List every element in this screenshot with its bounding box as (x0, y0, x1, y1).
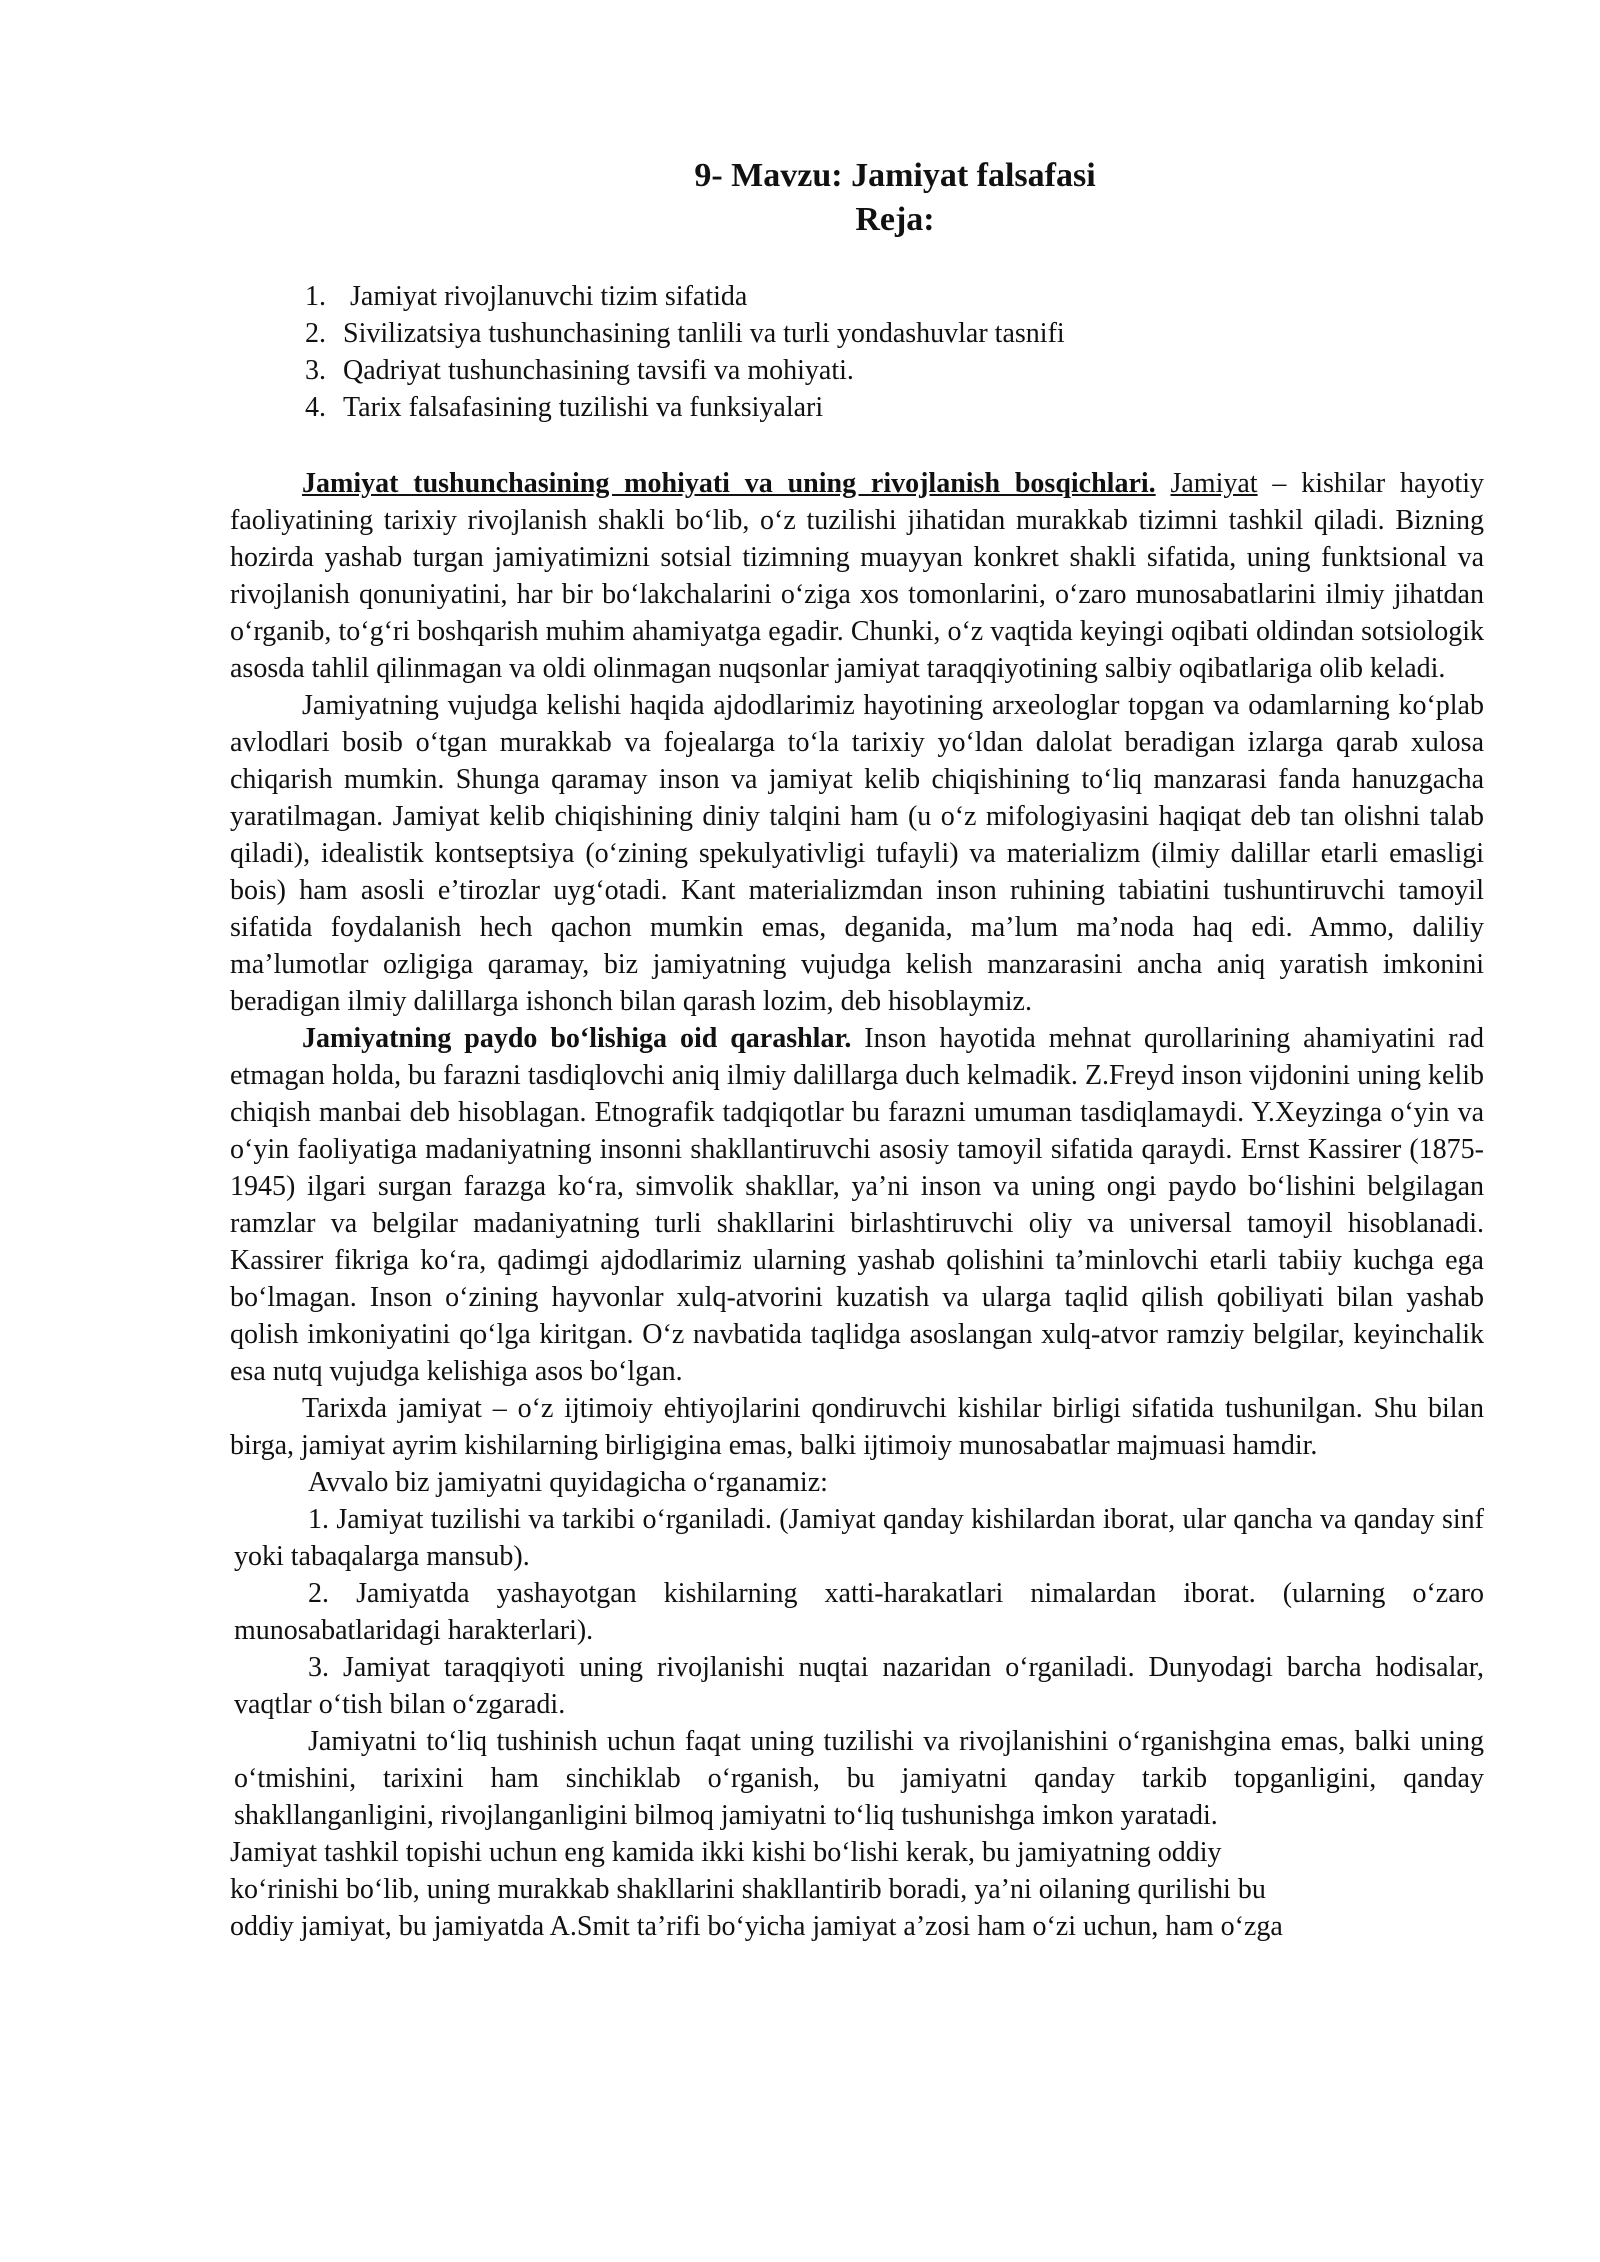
plan-item-text: Tarix falsafasining tuzilishi va funksiyalari (343, 392, 824, 423)
plan-item (305, 352, 1065, 389)
plan-item-number: 2. (305, 318, 326, 349)
plan-item (305, 278, 1065, 315)
paragraph-text: Inson hayotida mehnat qurollarining ahamiyatini rad etmagan holda, bu farazni tasdiqlovchi aniq ilmiy dalillarga duch kelmadik. Z.Freyd inson vijdonini uning kelib chiqish manbai deb hisoblagan. Etnografik tadqiqotlar bu farazni umuman tasdiqlamaydi. Y.Xeyzinga o‘yin va o‘yin faoliyatiga madaniyatning insonni shakllantiruvchi asosiy tamoyil sifatida qaraydi. Ernst Kassirer (1875-1945) ilgari surgan farazga ko‘ra, simvolik shakllar, ya’ni inson va uning ongi paydo bo‘lishini belgilagan ramzlar va belgilar madaniyatning turli shakllarini birlashtiruvchi oliy va universal tamoyil hisoblanadi. Kassirer fikriga ko‘ra, qadimgi ajdodlarimiz ularning yashab qolishini ta’minlovchi etarli tabiiy kuchga ega bo‘lmagan. Inson o‘zining hayvonlar xulq-atvorini kuzatish va ularga taqlid qilish qobiliyati bilan yashab qolish imkoniyatini qo‘lga kiritgan. O‘z navbatida taqlidga asoslangan xulq-atvor ramziy belgilar, keyinchalik esa nutq vujudga kelishiga asos bo‘lgan. (230, 1023, 1484, 1387)
section-heading: Jamiyatning paydo bo‘lishiga oid qarashlar. (302, 1023, 852, 1054)
study-item: 3. Jamiyat taraqqiyoti uning rivojlanishi nuqtai nazaridan o‘rganiladi. Dunyodagi barcha hodisalar, vaqtlar o‘tish bilan o‘zgaradi. (234, 1652, 1484, 1720)
body-text (230, 465, 1484, 1945)
plan-item-number: 1. (305, 281, 326, 312)
paragraph-text: – kishilar hayotiy faoliyatining tarixiy rivojlanish shakli bo‘lib, o‘z tuzilishi jihatidan murakkab tizimni tashkil qiladi. Bizning hozirda yashab turgan jamiyatimizni sotsial tizimning muayyan konkret shakli sifatida, uning funktsional va rivojlanish qonuniyatini, har bir bo‘lakchalarini o‘ziga xos tomonlarini, o‘zaro munosabatlarini ilmiy jihatdan o‘rganib, to‘g‘ri boshqarish muhim ahamiyatga egadir. Chunki, o‘z vaqtida keyingi oqibati oldindan sotsiologik asosda tahlil qilinmagan va oldi olinmagan nuqsonlar jamiyat taraqqiyotining salbiy oqibatlariga olib keladi. (230, 468, 1485, 684)
paragraph-history: Tarixda jamiyat – o‘z ijtimoiy ehtiyojlarini qondiruvchi kishilar birligi sifatida tushunilgan. Shu bilan birga, jamiyat ayrim kishilarning birligigina emas, balki ijtimoiy munosabatlar majmuasi hamdir. (230, 1393, 1484, 1461)
plan-item-number: 4. (305, 392, 326, 423)
page-subtitle: Reja: (855, 201, 935, 238)
plan-item-text: Sivilizatsiya tushunchasining tanlili va turli yondashuvlar tasnifi (343, 318, 1065, 349)
paragraph-views (230, 1020, 1484, 1390)
plan-list (305, 278, 1065, 426)
paragraph-understanding: Jamiyatni to‘liq tushinish uchun faqat uning tuzilishi va rivojlanishini o‘rganishgina emas, balki uning o‘tmishini, tarixini ham sinchiklab o‘rganish, bu jamiyatni qanday tarkib topganligini, qanday shakllanganligini, rivojlanganligini bilmoq jamiyatni to‘liq tushunishga imkon yaratadi. (234, 1726, 1484, 1831)
study-item: 2. Jamiyatda yashayotgan kishilarning xatti-harakatlari nimalardan iborat. (ularning o‘zaro munosabatlaridagi harakterlari). (234, 1578, 1484, 1646)
plan-item-number: 3. (305, 355, 326, 386)
paragraph-study-intro: Avvalo biz jamiyatni quyidagicha o‘rganamiz: (308, 1467, 828, 1498)
plan-item (305, 389, 1065, 426)
term-jamiyat: Jamiyat (1170, 468, 1258, 499)
page-title: 9- Mavzu: Jamiyat falsafasi (694, 157, 1096, 194)
paragraph-line: ko‘rinishi bo‘lib, uning murakkab shakllarini shakllantirib boradi, ya’ni oilaning qurilishi bu (230, 1874, 1266, 1905)
paragraph-line: Jamiyat tashkil topishi uchun eng kamida ikki kishi bo‘lishi kerak, bu jamiyatning oddiy (230, 1837, 1222, 1868)
plan-item (305, 315, 1065, 352)
plan-item-text: Qadriyat tushunchasining tavsifi va mohiyati. (343, 355, 854, 386)
section-heading: Jamiyat tushunchasining mohiyati va uning rivojlanish bosqichlari. (302, 468, 1156, 499)
study-item: 1. Jamiyat tuzilishi va tarkibi o‘rganiladi. (Jamiyat qanday kishilardan iborat, ular qancha va qanday sinf yoki tabaqalarga mansub). (234, 1504, 1484, 1572)
paragraph-origin: Jamiyatning vujudga kelishi haqida ajdodlarimiz hayotining arxeologlar topgan va odamlarning ko‘plab avlodlari bosib o‘tgan murakkab va fojealarga to‘la tarixiy yo‘ldan dalolat beradigan izlarga qarab xulosa chiqarish mumkin. Shunga qaramay inson va jamiyat kelib chiqishining to‘liq manzarasi fanda hanuzgacha yaratilmagan. Jamiyat kelib chiqishining diniy talqini ham (u o‘z mifologiyasini haqiqat deb tan olishni talab qiladi), idealistik kontseptsiya (o‘zining spekulyativligi tufayli) va materializm (ilmiy dalillar etarli emasligi bois) ham asosli e’tirozlar uyg‘otadi. Kant materializmdan inson ruhining tabiatini tushuntiruvchi tamoyil sifatida foydalanish hech qachon mumkin emas, deganida, ma’lum ma’noda haq edi. Ammo, daliliy ma’lumotlar ozligiga qaramay, biz jamiyatning vujudga kelish manzarasini ancha aniq yaratish imkonini beradigan ilmiy dalillarga ishonch bilan qarash lozim, deb hisoblaymiz. (230, 690, 1484, 1017)
paragraph-line: oddiy jamiyat, bu jamiyatda A.Smit ta’rifi bo‘yicha jamiyat a’zosi ham o‘zi uchun, ham o‘zga (230, 1911, 1283, 1942)
paragraph-society-concept (230, 465, 1484, 687)
plan-item-text: Jamiyat rivojlanuvchi tizim sifatida (343, 281, 748, 312)
